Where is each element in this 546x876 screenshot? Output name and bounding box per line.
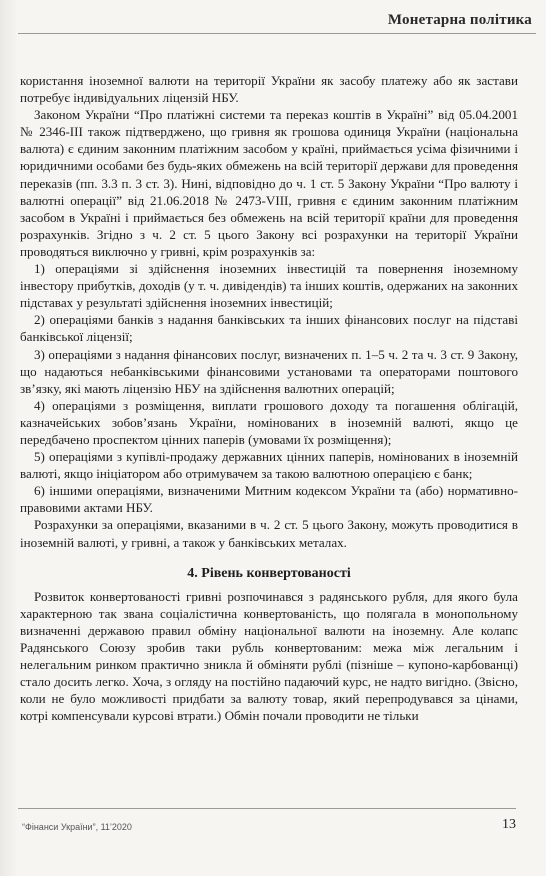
header-divider — [18, 33, 536, 34]
paragraph: Розвиток конвертованості гривні розпочинався з радянського рубля, для якого була характерною так звана соціалістична конвертованість, що полягала в монопольному визначенні державою правил обміну національної валюти на іноземну. Але колапс Радянського Союзу зробив таки рубль конвертованим: межа між легальним і нелегальним ринком практично зникла й обміняти рублі (пізніше – купоно-карбованці) стало досить легко. Хоча, з огляду на постійно падаючий курс, не надто вигідно. (Звісно, коли не було можливості придбати за валюту товар, який перепродувався за цінами, котрі компенсували курсові втрати.) Обмін почали проводити не тільки — [20, 588, 518, 724]
list-item: 2) операціями банків з надання банківських та інших фінансових послуг на підставі банківської ліцензії; — [20, 312, 518, 345]
article-body — [20, 72, 518, 724]
list-item: 6) іншими операціями, визначеними Митним кодексом України та (або) нормативно-правовими актами НБУ. — [20, 483, 518, 516]
footer-divider — [18, 808, 516, 809]
running-head: Монетарна політика — [387, 12, 532, 28]
list-item: 4) операціями з розміщення, виплати грошового доходу та погашення облігацій, казначейських зобов’язань України, номінованих в іноземній валюті, якщо це передбачено проспектом цінних паперів (умовами їх розміщення); — [20, 397, 518, 447]
paragraph: користання іноземної валюти на території України як засобу платежу або як застави потребує індивідуальних ліцензій НБУ. — [20, 73, 518, 106]
list-item: 1) операціями зі здійснення іноземних інвестицій та повернення іноземному інвестору прибутків, доходів (у т. ч. дивідендів) та інших коштів, одержаних на законних підставах у результаті здійснення іноземних інвестицій; — [20, 261, 518, 311]
section-title: 4. Рівень конвертованості — [187, 565, 351, 581]
list-item: 3) операціями з надання фінансових послуг, визначених п. 1–5 ч. 2 та ч. 3 ст. 9 Закону, що надаються небанківськими фінансовими установами та операторами поштового зв’язку, які мають ліцензію НБУ на здійснення валютних операцій; — [20, 346, 518, 396]
paragraph: Розрахунки за операціями, вказаними в ч. 2 ст. 5 цього Закону, можуть проводитися в іноземній валюті, у гривні, а також у банківських металах. — [20, 517, 518, 550]
page-number: 13 — [502, 817, 516, 832]
journal-source: “Фінанси України”, 11’2020 — [22, 822, 132, 832]
list-item: 5) операціями з купівлі-продажу державних цінних паперів, номінованих в іноземній валюті, якщо ініціатором або отримувачем за такою валютною операцією є банк; — [20, 449, 518, 482]
paragraph: Законом України “Про платіжні системи та переказ коштів в Україні” від 05.04.2001 № 2346-III також підтверджено, що гривня як грошова одиниця України (національна валюта) є єдиним законним платіжним засобом у країні, приймається усіма фізичними і юридичними особами без будь-яких обмежень на всій території держави для проведення переказів (пп. 3.3 п. 3 ст. 3). Нині, відповідно до ч. 1 ст. 5 Закону України “Про валюту і валютні операції” від 21.06.2018 № 2473-VIII, гривня є єдиним законним платіжним засобом в Україні і приймається без обмежень на всій території країни для проведення розрахунків. Згідно з ч. 2 ст. 5 цього Закону всі розрахунки на території України проводяться виключно у гривні, крім розрахунків за: — [20, 107, 518, 259]
